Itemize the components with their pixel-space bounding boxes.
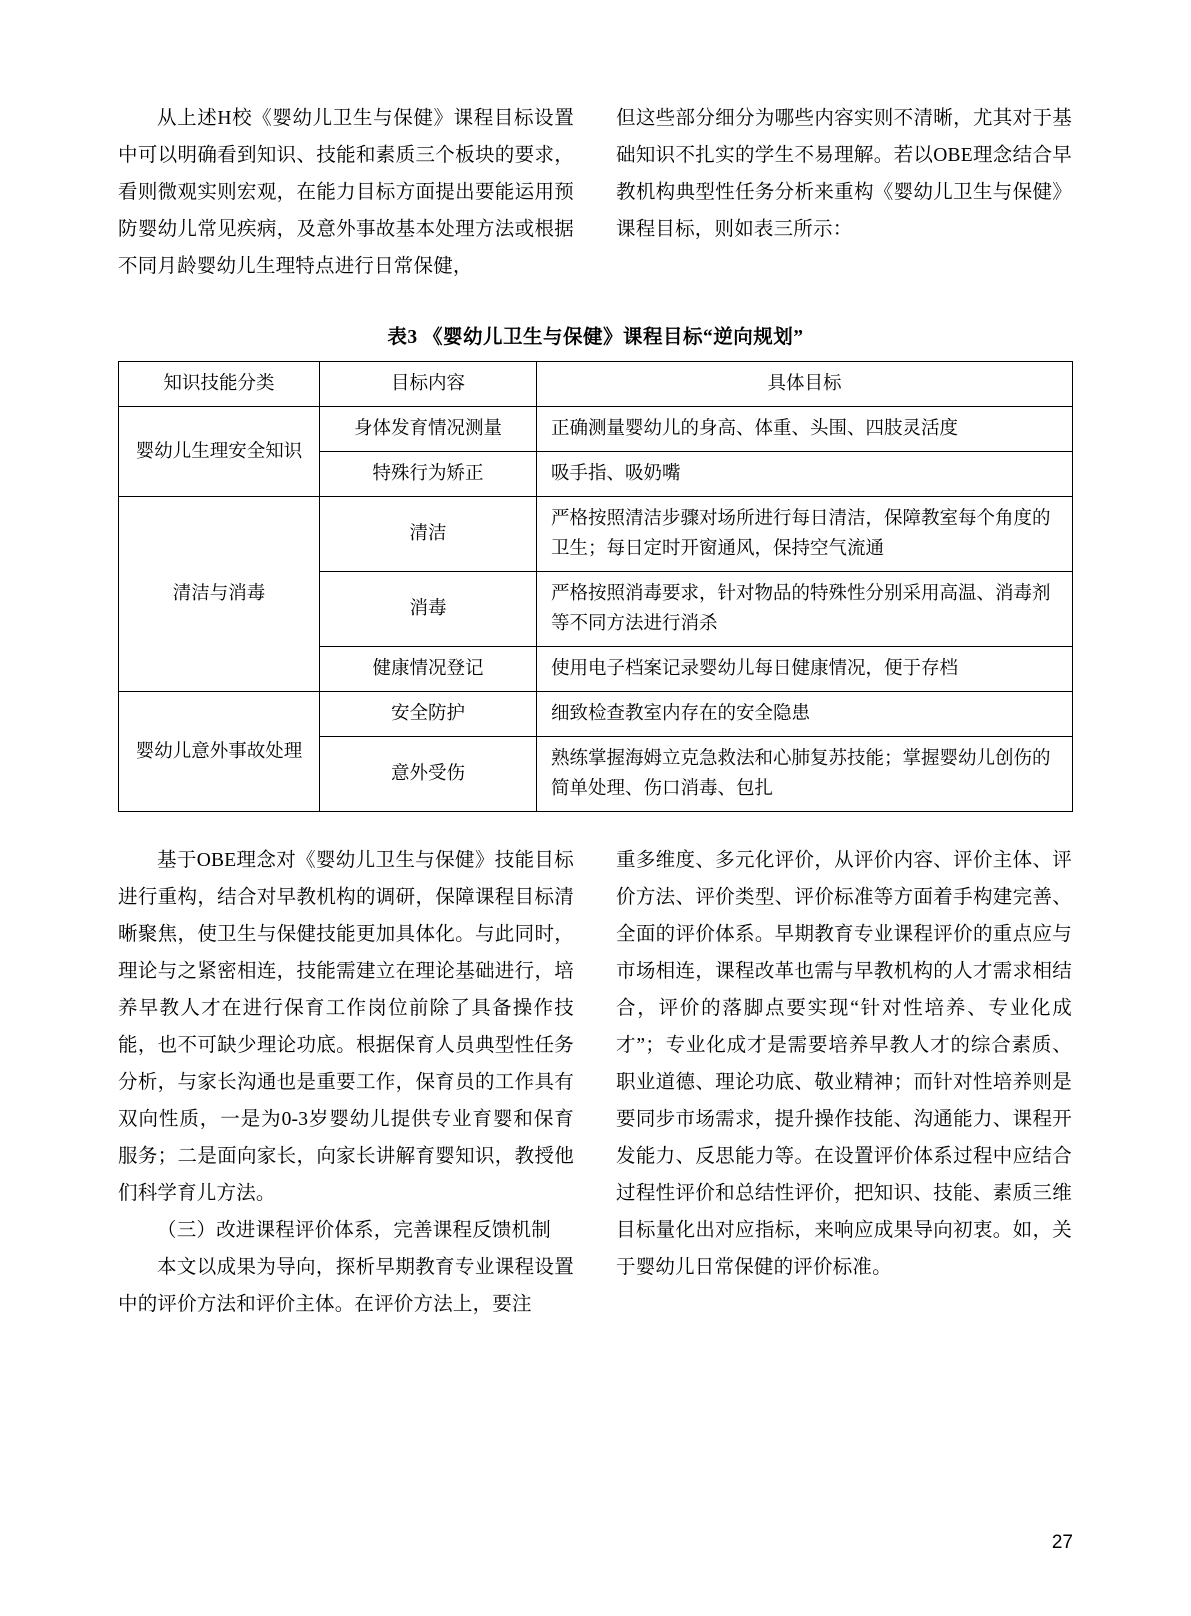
top-left-column — [118, 100, 574, 285]
table-cell-content: 消毒 — [320, 572, 537, 647]
table-cell-detail: 熟练掌握海姆立克急救法和心肺复苏技能；掌握婴幼儿创伤的简单处理、伤口消毒、包扎 — [537, 737, 1073, 812]
table-cell-detail: 细致检查教室内存在的安全隐患 — [537, 692, 1073, 737]
body-right-column — [616, 842, 1072, 1323]
table-cell-category: 清洁与消毒 — [119, 497, 320, 692]
body-left-column — [118, 842, 574, 1323]
table-header-cell-category: 知识技能分类 — [119, 362, 320, 407]
table-cell-detail: 严格按照清洁步骤对场所进行每日清洁，保障教室每个角度的卫生；每日定时开窗通风，保持空气流通 — [537, 497, 1073, 572]
table-row — [119, 407, 1073, 452]
paragraph-top-left: 从上述H校《婴幼儿卫生与保健》课程目标设置中可以明确看到知识、技能和素质三个板块的要求，看则微观实则宏观，在能力目标方面提出要能运用预防婴幼儿常见疾病，及意外事故基本处理方法或根据不同月龄婴幼儿生理特点进行日常保健， — [118, 108, 574, 277]
course-objectives-table — [118, 361, 1073, 812]
body-two-column-section — [118, 842, 1073, 1323]
page-number: 27 — [1051, 1532, 1073, 1553]
top-right-column — [616, 100, 1072, 285]
table-row — [119, 692, 1073, 737]
table-cell-content: 健康情况登记 — [320, 647, 537, 692]
table-cell-content: 清洁 — [320, 497, 537, 572]
paragraph-top-right: 但这些部分细分为哪些内容实则不清晰，尤其对于基础知识不扎实的学生不易理解。若以OBE理念结合早教机构典型性任务分析来重构《婴幼儿卫生与保健》课程目标，则如表三所示： — [616, 108, 1072, 240]
table-cell-content: 身体发育情况测量 — [320, 407, 537, 452]
table-cell-detail: 吸手指、吸奶嘴 — [537, 452, 1073, 497]
table-cell-content: 安全防护 — [320, 692, 537, 737]
table-cell-content: 特殊行为矫正 — [320, 452, 537, 497]
paragraph-body-left-2: （三）改进课程评价体系，完善课程反馈机制 — [157, 1220, 552, 1241]
table-cell-category: 婴幼儿意外事故处理 — [119, 692, 320, 812]
paragraph-body-left-3: 本文以成果为导向，探析早期教育专业课程设置中的评价方法和评价主体。在评价方法上，要注 — [118, 1257, 574, 1315]
table-row — [119, 497, 1073, 572]
table-cell-detail: 严格按照消毒要求，针对物品的特殊性分别采用高温、消毒剂等不同方法进行消杀 — [537, 572, 1073, 647]
paragraph-body-right-1: 重多维度、多元化评价，从评价内容、评价主体、评价方法、评价类型、评价标准等方面着手构建完善、全面的评价体系。早期教育专业课程评价的重点应与市场相连，课程改革也需与早教机构的人才需求相结合，评价的落脚点要实现“针对性培养、专业化成才”；专业化成才是需要培养早教人才的综合素质、职业道德、理论功底、敬业精神；而针对性培养则是要同步市场需求，提升操作技能、沟通能力、课程开发能力、反思能力等。在设置评价体系过程中应结合过程性评价和总结性评价，把知识、技能、素质三维目标量化出对应指标，来响应成果导向初衷。如，关于婴幼儿日常保健的评价标准。 — [616, 850, 1072, 1278]
table-cell-detail: 正确测量婴幼儿的身高、体重、头围、四肢灵活度 — [537, 407, 1073, 452]
table-cell-content: 意外受伤 — [320, 737, 537, 812]
table-cell-detail: 使用电子档案记录婴幼儿每日健康情况，便于存档 — [537, 647, 1073, 692]
paragraph-body-left-1: 基于OBE理念对《婴幼儿卫生与保健》技能目标进行重构，结合对早教机构的调研，保障课程目标清晰聚焦，使卫生与保健技能更加具体化。与此同时，理论与之紧密相连，技能需建立在理论基础进行，培养早教人才在进行保育工作岗位前除了具备操作技能，也不可缺少理论功底。根据保育人员典型性任务分析，与家长沟通也是重要工作，保育员的工作具有双向性质，一是为0-3岁婴幼儿提供专业育婴和保育服务；二是面向家长，向家长讲解育婴知识，教授他们科学育儿方法。 — [118, 850, 574, 1204]
table-cell-category: 婴幼儿生理安全知识 — [119, 407, 320, 497]
table-caption: 表3 《婴幼儿卫生与保健》课程目标“逆向规划” — [387, 327, 804, 348]
table-header-cell-content: 目标内容 — [320, 362, 537, 407]
table-header-cell-detail: 具体目标 — [537, 362, 1073, 407]
top-two-column-section — [118, 100, 1073, 285]
table-header-row — [119, 362, 1073, 407]
